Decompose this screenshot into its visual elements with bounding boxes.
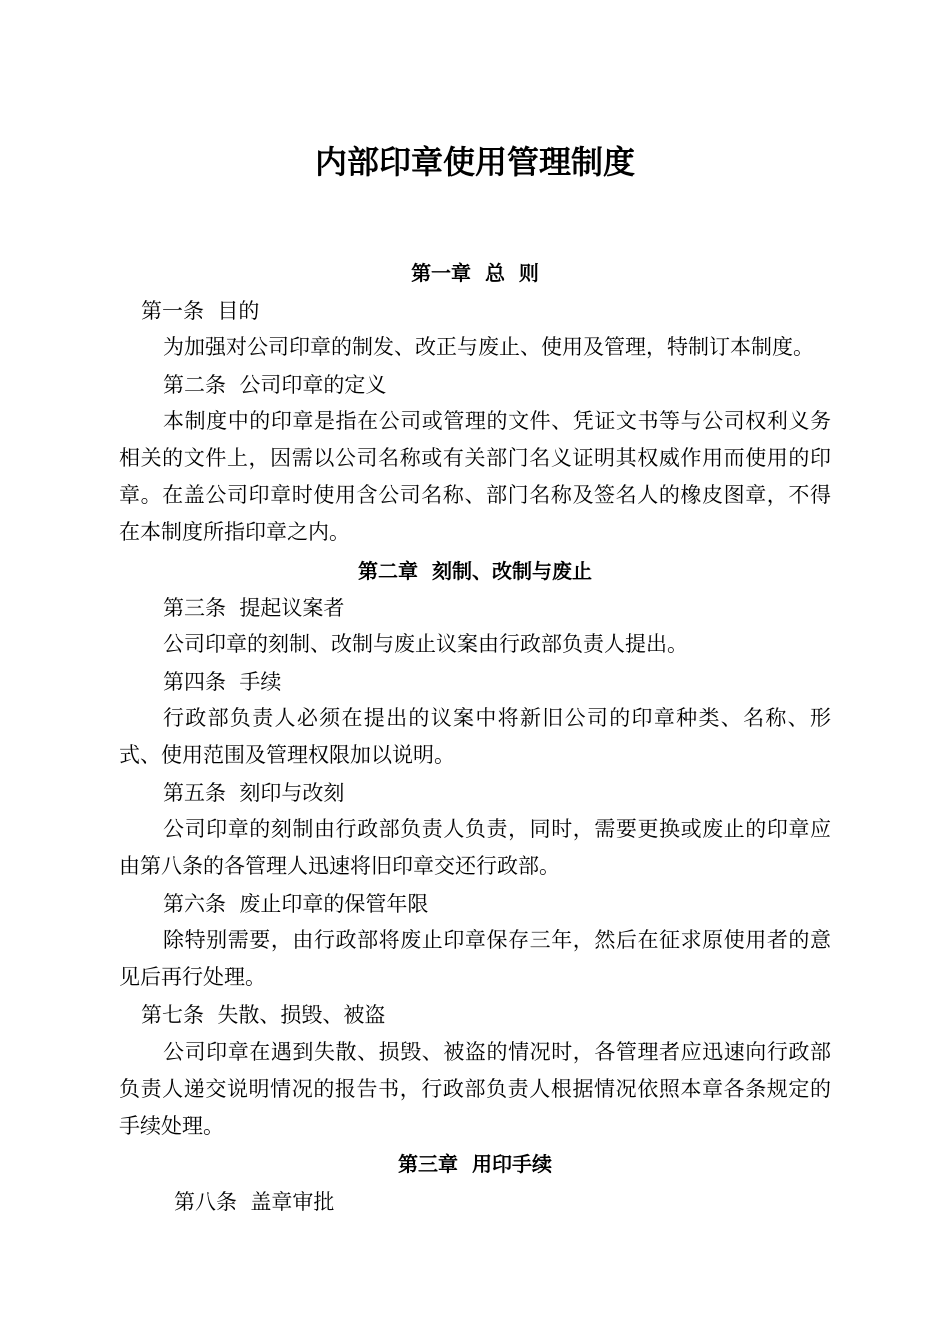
article-heading: 第八条 盖章审批 [174, 1190, 335, 1214]
article-heading: 第七条 失散、损毁、被盗 [141, 1003, 386, 1027]
chapter-heading: 第三章 用印手续 [398, 1152, 552, 1176]
article-paragraph: 本制度中的印章是指在公司或管理的文件、凭证文书等与公司权利义务相关的文件上，因需以公司名称或有关部门名义证明其权威作用而使用的印章。在盖公司印章时使用含公司名称、部门名称及签名人的橡皮图章，不得在本制度所指印章之内。 [119, 409, 831, 544]
article-heading: 第六条 废止印章的保管年限 [163, 892, 429, 916]
article-paragraph: 公司印章在遇到失散、损毁、被盗的情况时，各管理者应迅速向行政部负责人递交说明情况的报告书，行政部负责人根据情况依照本章各条规定的手续处理。 [119, 1040, 831, 1138]
article-heading: 第五条 刻印与改刻 [163, 781, 345, 805]
document-title: 内部印章使用管理制度 [314, 143, 635, 181]
article-heading: 第三条 提起议案者 [163, 596, 345, 620]
chapter-heading: 第一章 总 则 [411, 261, 539, 285]
article-heading: 第四条 手续 [163, 670, 282, 694]
article-heading: 第二条 公司印章的定义 [163, 373, 387, 397]
chapter-heading: 第二章 刻制、改制与废止 [358, 559, 592, 583]
article-heading: 第一条 目的 [141, 299, 260, 323]
article-paragraph: 公司印章的刻制、改制与废止议案由行政部负责人提出。 [163, 632, 688, 656]
article-paragraph: 行政部负责人必须在提出的议案中将新旧公司的印章种类、名称、形式、使用范围及管理权限加以说明。 [119, 706, 831, 767]
article-paragraph: 为加强对公司印章的制发、改正与废止、使用及管理，特制订本制度。 [163, 335, 814, 359]
article-paragraph: 除特别需要，由行政部将废止印章保存三年，然后在征求原使用者的意见后再行处理。 [119, 928, 831, 989]
article-paragraph: 公司印章的刻制由行政部负责人负责，同时，需要更换或废止的印章应由第八条的各管理人迅速将旧印章交还行政部。 [119, 817, 831, 878]
